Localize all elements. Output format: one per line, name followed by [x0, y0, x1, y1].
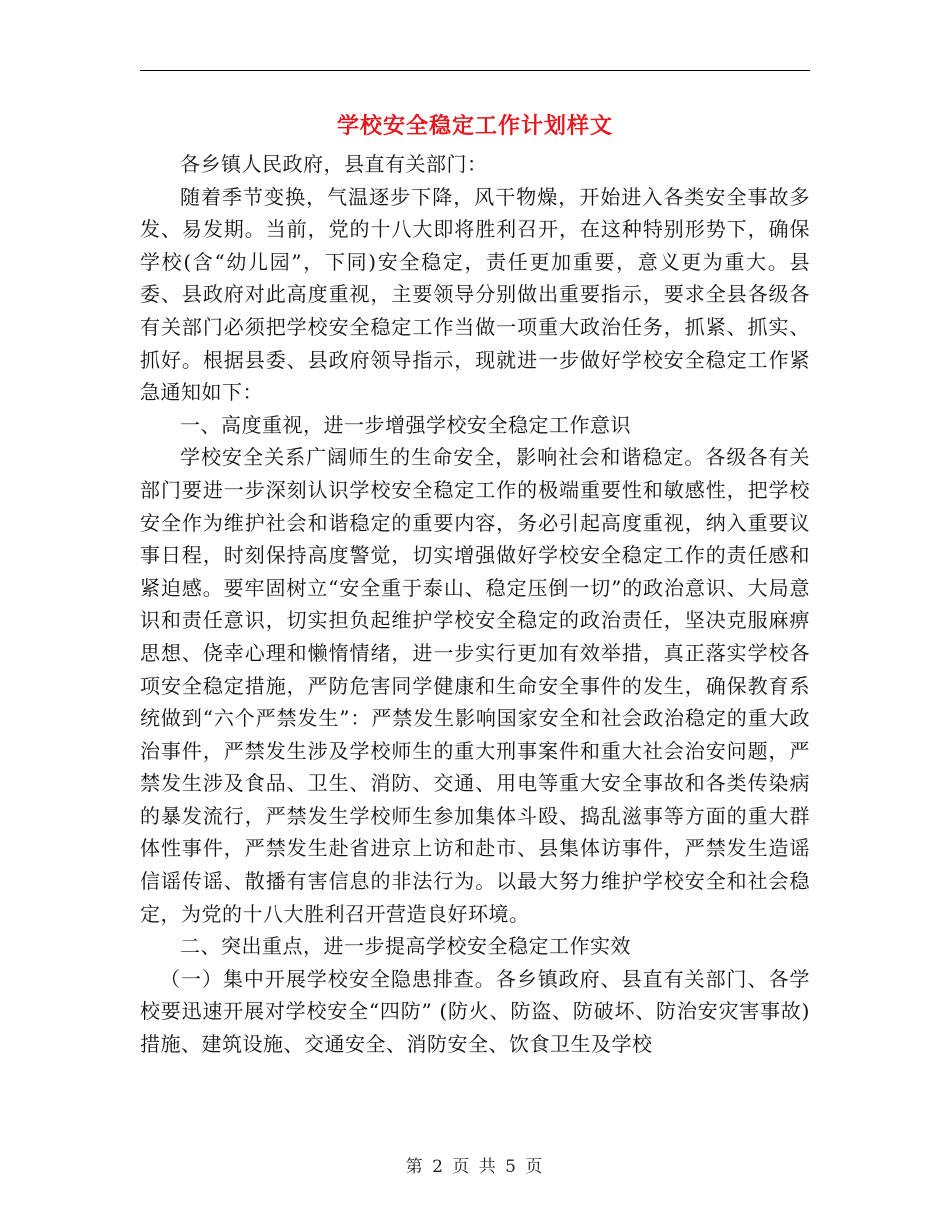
document-title: 学校安全稳定工作计划样文	[336, 113, 613, 139]
page-number: 第 2 页 共 5 页	[405, 1157, 545, 1177]
salutation-paragraph: 各乡镇人民政府，县直有关部门：	[180, 152, 488, 176]
section-1-paragraph: 学校安全关系广阔师生的生命安全，影响社会和谐稳定。各级各有关部门要进一步深刻认识学校安全稳定工作的极端重要性和敏感性，把学校安全作为维护社会和谐稳定的重要内容，务必引起高度重视，纳入重要议事日程，时刻保持高度警觉，切实增强做好学校安全稳定工作的责任感和紧迫感。要牢固树立“安全重于泰山、稳定压倒一切”的政治意识、大局意识和责任意识，切实担负起维护学校安全稳定的政治责任，坚决克服麻痹思想、侥幸心理和懒惰情绪，进一步实行更加有效举措，真正落实学校各项安全稳定措施，严防危害同学健康和生命安全事件的发生，确保教育系统做到“六个严禁发生”：严禁发生影响国家安全和社会政治稳定的重大政治事件，严禁发生涉及学校师生的重大刑事案件和重大社会治安问题，严禁发生涉及食品、卫生、消防、交通、用电等重大安全事故和各类传染病的暴发流行，严禁发生学校师生参加集体斗殴、捣乱滋事等方面的重大群体性事件，严禁发生赴省进京上访和赴市、县集体访事件，严禁发生造谣信谣传谣、散播有害信息的非法行为。以最大努力维护学校安全和社会稳定，为党的十八大胜利召开营造良好环境。	[140, 445, 810, 926]
header-rule	[140, 70, 810, 71]
section-heading-1: 一、高度重视，进一步增强学校安全稳定工作意识	[180, 412, 631, 437]
section-heading-2: 二、突出重点，进一步提高学校安全稳定工作实效	[180, 934, 631, 959]
intro-paragraph: 随着季节变换，气温逐步下降，风干物燥，开始进入各类安全事故多发、易发期。当前，党的十八大即将胜利召开，在这种特别形势下，确保学校(含“幼儿园”，下同)安全稳定，责任更加重要，意义更为重大。县委、县政府对此高度重视，主要领导分别做出重要指示，要求全县各级各有关部门必须把学校安全稳定工作当做一项重大政治任务，抓紧、抓实、抓好。根据县委、县政府领导指示，现就进一步做好学校安全稳定工作紧急通知如下：	[140, 184, 810, 405]
document-body	[140, 148, 810, 1061]
section-2-paragraph: （一）集中开展学校安全隐患排查。各乡镇政府、县直有关部门、各学校要迅速开展对学校安全“四防” (防火、防盗、防破坏、防治安灾害事故)措施、建筑设施、交通安全、消防安全、饮食卫生及学校	[140, 966, 810, 1057]
